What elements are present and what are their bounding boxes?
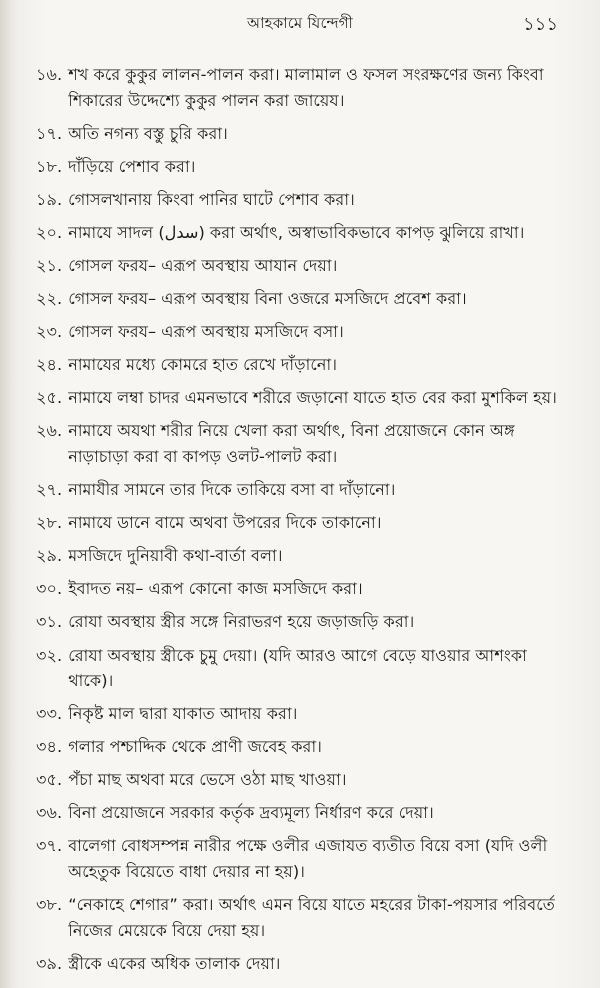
- item-number: ২৭.: [36, 480, 63, 500]
- item-text: মসজিদে দুনিয়াবী কথা-বার্তা বলা।: [68, 546, 283, 566]
- item-number: ২৩.: [36, 322, 63, 342]
- item-text: নামাযে ডানে বামে অথবা উপরের দিকে তাকানো।: [68, 513, 382, 533]
- rules-list: [36, 62, 568, 984]
- item-text: নামাযের মধ্যে কোমরে হাত রেখে দাঁড়ানো।: [68, 355, 337, 375]
- item-number: ৩৮.: [36, 895, 63, 915]
- list-item: [36, 833, 568, 884]
- item-text: বিনা প্রয়োজনে সরকার কর্তৃক দ্রব্যমূল্য নির্ধারণ করে দেয়া।: [68, 803, 434, 823]
- item-text: নামাযে সাদল (سدل) করা অর্থাৎ, অস্বাভাবিকভাবে কাপড় ঝুলিয়ে রাখা।: [68, 222, 525, 242]
- item-text: ইবাদত নয়– এরূপ কোনো কাজ মসজিদে করা।: [68, 579, 363, 599]
- item-number: ৩৭.: [36, 836, 63, 856]
- item-number: ১৮.: [36, 156, 63, 176]
- list-item: [36, 892, 568, 943]
- item-number: ২০.: [36, 222, 63, 242]
- item-text: রোযা অবস্থায় স্ত্রীর সঙ্গে নিরাভরণ হয়ে জড়াজড়ি করা।: [68, 612, 415, 632]
- list-item: [36, 734, 568, 760]
- list-item: [36, 701, 568, 727]
- item-text: রোযা অবস্থায় স্ত্রীকে চুমু দেয়া। (যদি আরও আগে বেড়ে যাওয়ার আশংকা থাকে)।: [68, 645, 527, 690]
- page-number: ১১১: [522, 14, 558, 35]
- item-text: নামাযে লম্বা চাদর এমনভাবে শরীরে জড়ানো যাতে হাত বের করা মুশকিল হয়।: [68, 388, 557, 408]
- item-number: ২৫.: [36, 388, 63, 408]
- item-number: ৩৩.: [36, 704, 63, 724]
- item-text: স্ত্রীকে একের অধিক তালাক দেয়া।: [68, 953, 281, 973]
- item-text: নামাযীর সামনে তার দিকে তাকিয়ে বসা বা দাঁড়ানো।: [68, 480, 396, 500]
- item-text: গোসল ফরয– এরূপ অবস্থায় মসজিদে বসা।: [68, 322, 344, 342]
- list-item: [36, 286, 568, 312]
- item-text: পঁচা মাছ অথবা মরে ভেসে ওঠা মাছ খাওয়া।: [68, 770, 347, 790]
- item-number: ১৭.: [36, 123, 63, 143]
- list-item: [36, 385, 568, 411]
- item-number: ৩৯.: [36, 953, 63, 973]
- item-number: ৩৫.: [36, 770, 63, 790]
- list-item: [36, 154, 568, 180]
- item-text: অতি নগন্য বস্তু চুরি করা।: [68, 123, 228, 143]
- item-number: ১৬.: [36, 65, 63, 84]
- list-item: [36, 477, 568, 503]
- list-item: [36, 352, 568, 378]
- running-title: আহকামে যিন্দেগী: [246, 14, 354, 32]
- list-item: [36, 253, 568, 279]
- item-text: গোসল ফরয– এরূপ অবস্থায় আযান দেয়া।: [68, 255, 338, 275]
- item-number: ২৪.: [36, 355, 63, 375]
- item-number: ৩১.: [36, 612, 63, 632]
- list-item: [36, 800, 568, 826]
- page-edge-shadow: [0, 0, 18, 988]
- item-number: ৩৬.: [36, 803, 63, 823]
- item-text: গলার পশ্চাদ্দিক থেকে প্রাণী জবেহ করা।: [68, 737, 322, 757]
- item-text: নামাযে অযথা শরীর নিয়ে খেলা করা অর্থাৎ, বিনা প্রয়োজনে কোন অঙ্গ নাড়াচাড়া করা বা কাপড় ওলট-পালট করা।: [68, 421, 515, 466]
- list-item: [36, 643, 568, 694]
- item-number: ১৯.: [36, 189, 63, 209]
- item-text: বালেগা বোধসম্পন্ন নারীর পক্ষে ওলীর এজাযত ব্যতীত বিয়ে বসা (যদি ওলী অহেতুক বিয়েতে বাধা দেয়ার না হয়)।: [68, 836, 548, 881]
- item-number: ২২.: [36, 289, 63, 309]
- item-number: ৩০.: [36, 579, 63, 599]
- list-item: [36, 418, 568, 469]
- item-number: ৩৪.: [36, 737, 63, 757]
- list-item: [36, 951, 568, 977]
- list-item: [36, 187, 568, 213]
- item-text: শখ করে কুকুর লালন-পালন করা। মালামাল ও ফসল সংরক্ষণের জন্য কিংবা শিকারের উদ্দেশ্যে কুকুর পালন করা জায়েয।: [68, 65, 544, 110]
- list-item: [36, 543, 568, 569]
- page-header: [0, 10, 600, 38]
- list-item: [36, 576, 568, 602]
- item-number: ৩২.: [36, 645, 63, 665]
- item-number: ২৬.: [36, 421, 63, 441]
- list-item: [36, 220, 568, 246]
- list-item: [36, 121, 568, 147]
- item-text: “নেকাহে শেগার” করা। অর্থাৎ এমন বিয়ে যাতে মহরের টাকা-পয়সার পরিবর্তে নিজের মেয়েকে বিয়ে দেয়া হয়।: [68, 895, 555, 940]
- item-text: দাঁড়িয়ে পেশাব করা।: [68, 156, 196, 176]
- list-item: [36, 609, 568, 635]
- list-item: [36, 319, 568, 345]
- list-item: [36, 510, 568, 536]
- list-item: [36, 767, 568, 793]
- list-item: [36, 62, 568, 113]
- item-number: ২৯.: [36, 546, 63, 566]
- item-text: গোসল ফরয– এরূপ অবস্থায় বিনা ওজরে মসজিদে প্রবেশ করা।: [68, 289, 467, 309]
- item-text: নিকৃষ্ট মাল দ্বারা যাকাত আদায় করা।: [68, 704, 298, 724]
- item-number: ২১.: [36, 255, 63, 275]
- item-text: গোসলখানায় কিংবা পানির ঘাটে পেশাব করা।: [68, 189, 355, 209]
- item-number: ২৮.: [36, 513, 63, 533]
